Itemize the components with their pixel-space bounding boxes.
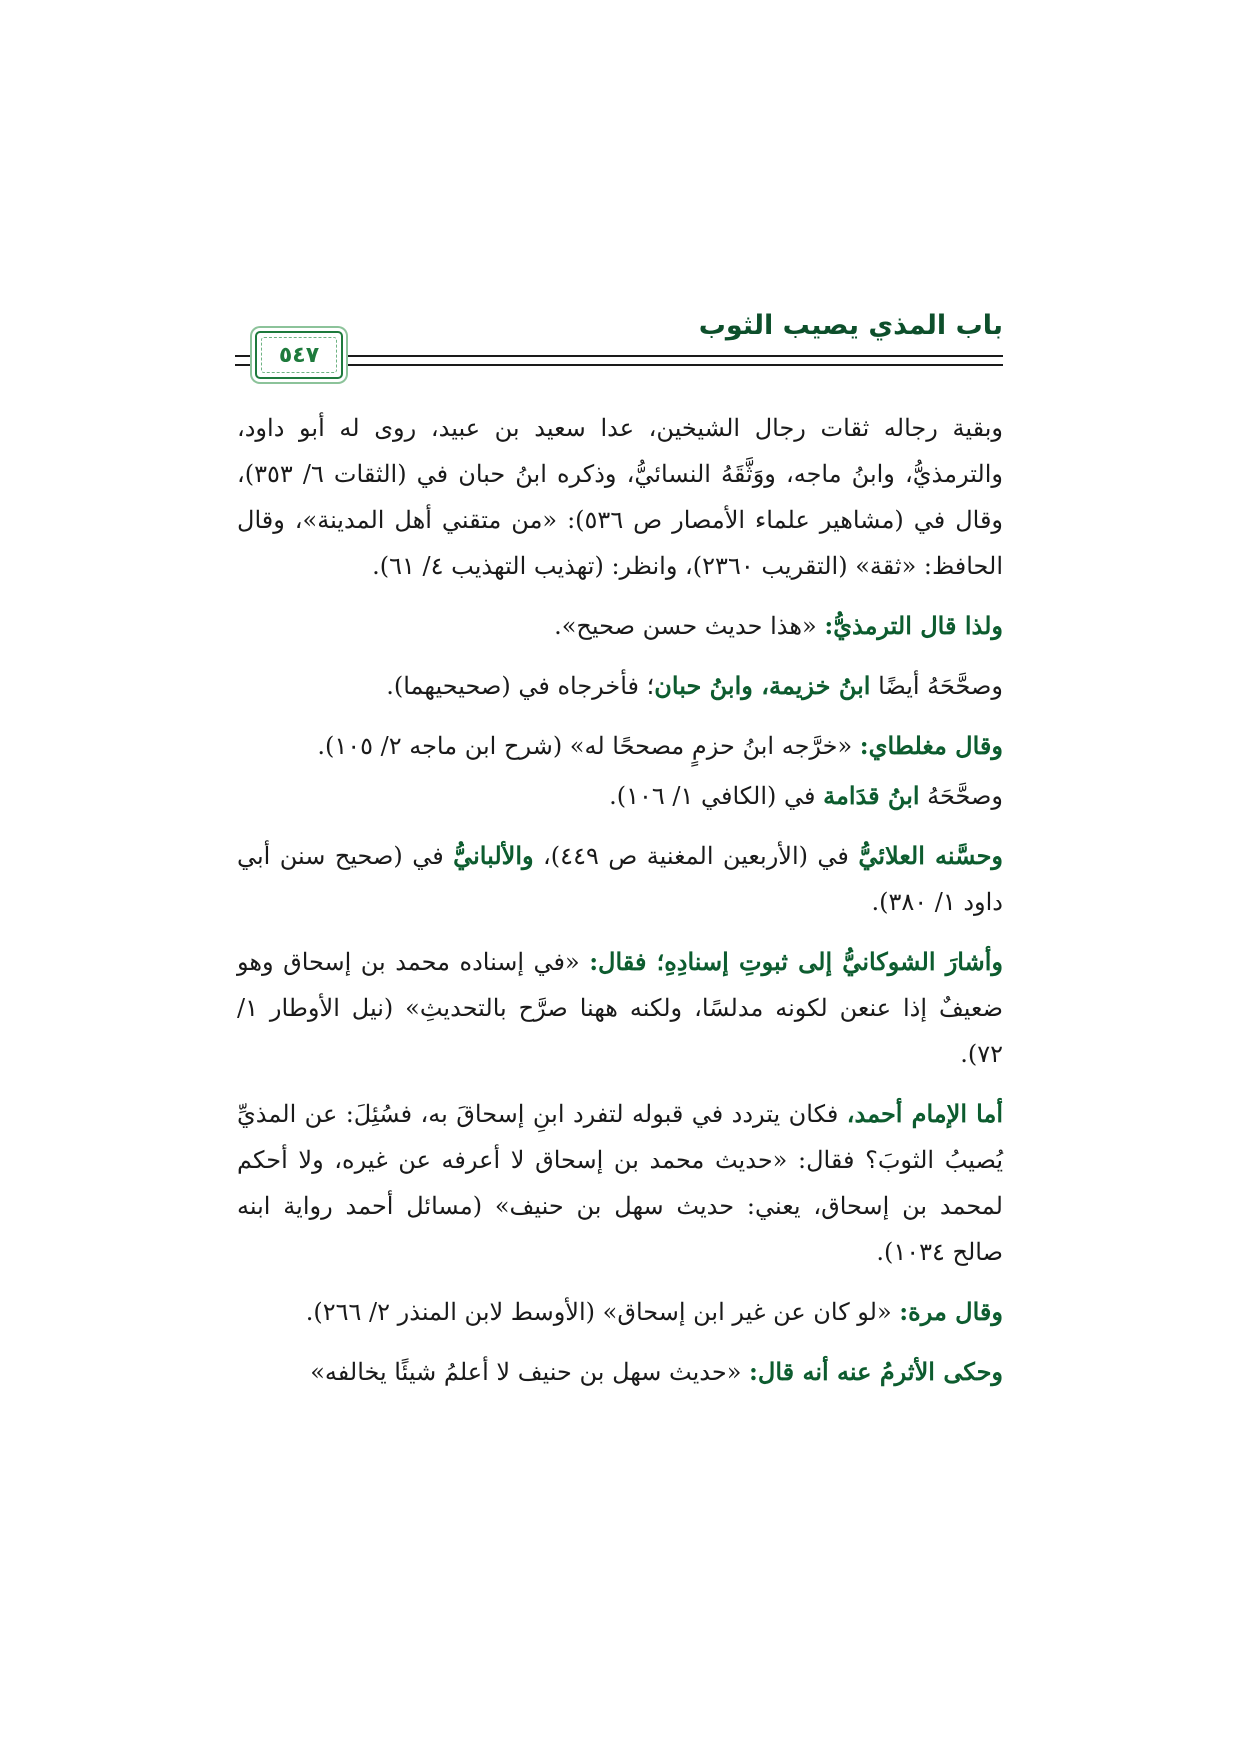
body-text: في (الأربعين المغنية ص ٤٤٩)، [533,842,859,870]
page-header [235,310,1003,390]
body-text: وصحَّحَهُ [919,782,1003,810]
highlighted-text: وحسَّنه العلائيُّ [858,841,1003,870]
body-text: وبقية رجاله ثقات رجال الشيخين، عدا سعيد بن عبيد، روى له أبو داود، والترمذيُّ، وابنُ ماجه، ووَثَّقَهُ النسائيُّ، وذكره ابنُ حبان في (الثقات ٦/ ٣٥٣)، وقال في (مشاهير علماء الأمصار ص ٥٣٦): «من متقني أهل المدينة»، وقال الحافظ: «ثقة» (التقريب ٢٣٦٠)، وانظر: (تهذيب التهذيب ٤/ ٦١). [237,414,1004,580]
main-text [237,405,1003,1409]
paragraph [237,1289,1003,1335]
body-text: فكان يتردد في قبوله لتفرد ابنِ إسحاقَ به، فسُئِلَ: عن المذيِّ يُصيبُ الثوبَ؟ فقال: «حديث محمد بن إسحاق لا أعرفه عن غيره، ولا أحكم لمحمد بن إسحاق، يعني: حديث سهل بن حنيف» (مسائل أحمد رواية ابنه صالح ١٠٣٤). [237,1100,1003,1266]
chapter-title: باب المذي يصيب الثوب [698,310,1003,341]
paragraph [237,663,1003,709]
body-text: «في إسناده محمد بن إسحاق وهو ضعيفٌ إذا عنعن لكونه مدلسًا، ولكنه ههنا صرَّح بالتحديثِ» (نيل الأوطار ١/ ٧٢). [237,948,1003,1068]
paragraph [237,405,1003,589]
page-number: ٥٤٧ [278,342,320,368]
paragraph [237,939,1003,1077]
paragraph [237,833,1003,925]
highlighted-text: ولذا قال الترمذيُّ: [824,611,1003,640]
body-text: وصحَّحَهُ أيضًا [870,672,1003,700]
header-rule-bottom [235,364,1003,366]
body-text: «هذا حديث حسن صحيح». [554,612,825,640]
paragraph [237,1349,1003,1395]
body-text: «لو كان عن غير ابن إسحاق» (الأوسط لابن المنذر ٢/ ٢٦٦). [305,1298,900,1326]
paragraph [237,1091,1003,1275]
body-text: «خرَّجه ابنُ حزمٍ مصححًا له» (شرح ابن ماجه ٢/ ١٠٥). [317,732,860,760]
highlighted-text: والألبانيُّ [453,841,534,870]
paragraph [237,723,1003,769]
paragraph [237,603,1003,649]
highlighted-text: ابنُ خزيمة، وابنُ حبان [654,671,871,700]
highlighted-text: وقال مغلطاي: [859,731,1003,760]
highlighted-text: أما الإمام أحمد، [846,1099,1004,1128]
highlighted-text: وقال مرة: [899,1297,1003,1326]
body-text: ؛ فأخرجاه في (صحيحيهما). [386,672,655,700]
highlighted-text: ابنُ قدَامة [823,781,920,810]
header-rule-top [235,355,1003,357]
page-number-badge [255,331,343,379]
body-text: في (صحيح سنن أبي داود ١/ ٣٨٠). [237,842,1003,916]
highlighted-text: وحكى الأثرمُ عنه أنه قال: [749,1357,1003,1386]
body-text: في (الكافي ١/ ١٠٦). [609,782,824,810]
body-text: «حديث سهل بن حنيف لا أعلمُ شيئًا يخالفه» [310,1358,750,1386]
paragraph [237,773,1003,819]
highlighted-text: وأشارَ الشوكانيُّ إلى ثبوتِ إسنادِهِ؛ فقال: [589,947,1003,976]
